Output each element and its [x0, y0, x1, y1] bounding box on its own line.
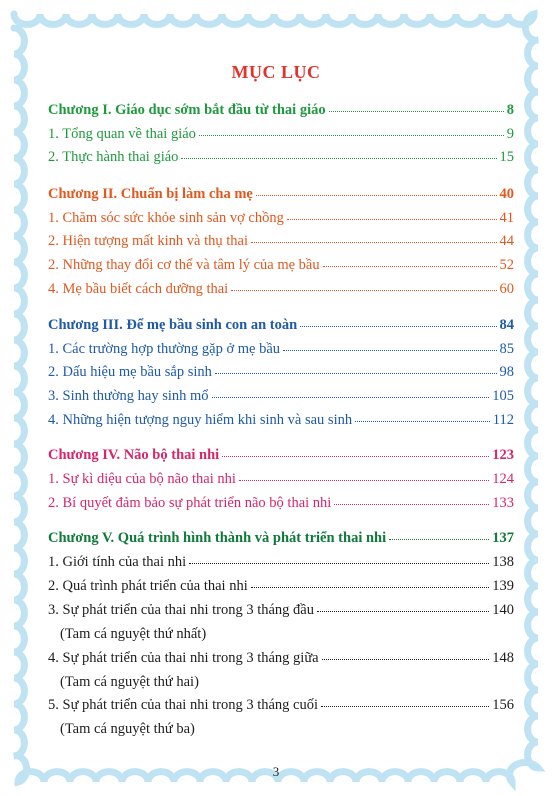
- toc-chapter-5: Chương V. Quá trình hình thành và phát triển thai nhi 137: [48, 530, 514, 546]
- toc-entry: 1. Tổng quan về thai giáo 9: [48, 126, 514, 142]
- toc-entry: 1. Chăm sóc sức khỏe sinh sản vợ chồng 41: [48, 210, 514, 226]
- toc-entry: 4. Những hiện tượng nguy hiểm khi sinh và sau sinh 112: [48, 412, 514, 428]
- toc-entry: 3. Sinh thường hay sinh mổ 105: [48, 388, 514, 404]
- toc-entry: 1. Các trường hợp thường gặp ở mẹ bầu 85: [48, 341, 514, 357]
- toc-entry: 1. Sự kì diệu của bộ não thai nhi 124: [48, 471, 514, 487]
- toc-chapter-1: Chương I. Giáo dục sớm bắt đầu từ thai giáo 8: [48, 102, 514, 118]
- toc-entry: 4. Mẹ bầu biết cách dưỡng thai 60: [48, 281, 514, 297]
- toc-entry: 2. Quá trình phát triển của thai nhi 139: [48, 578, 514, 594]
- toc-entry-subtitle: (Tam cá nguyệt thứ ba): [60, 721, 195, 737]
- page-title: MỤC LỤC: [231, 62, 321, 82]
- page-number: 3: [272, 764, 280, 779]
- toc-entry: 1. Giới tính của thai nhi 138: [48, 554, 514, 570]
- toc-entry: 2. Hiện tượng mất kinh và thụ thai 44: [48, 233, 514, 249]
- toc-entry: 4. Sự phát triển của thai nhi trong 3 tháng giữa 148: [48, 650, 514, 666]
- toc-entry-subtitle: (Tam cá nguyệt thứ hai): [60, 674, 199, 690]
- toc-entry: 2. Những thay đổi cơ thể và tâm lý của mẹ bầu 52: [48, 257, 514, 273]
- toc-entry: 2. Bí quyết đảm bảo sự phát triển não bộ thai nhi 133: [48, 495, 514, 511]
- toc-entry: 3. Sự phát triển của thai nhi trong 3 tháng đầu 140: [48, 602, 514, 618]
- toc-chapter-2: Chương II. Chuẩn bị làm cha mẹ 40: [48, 186, 514, 202]
- toc-entry-subtitle: (Tam cá nguyệt thứ nhất): [60, 626, 207, 642]
- toc-chapter-3: Chương III. Để mẹ bầu sinh con an toàn 84: [48, 317, 514, 333]
- toc-entry: 2. Dấu hiệu mẹ bầu sắp sinh 98: [48, 364, 514, 380]
- toc-entry: 2. Thực hành thai giáo 15: [48, 149, 514, 165]
- toc-chapter-4: Chương IV. Não bộ thai nhi 123: [48, 447, 514, 463]
- toc-entry: 5. Sự phát triển của thai nhi trong 3 tháng cuối 156: [48, 697, 514, 713]
